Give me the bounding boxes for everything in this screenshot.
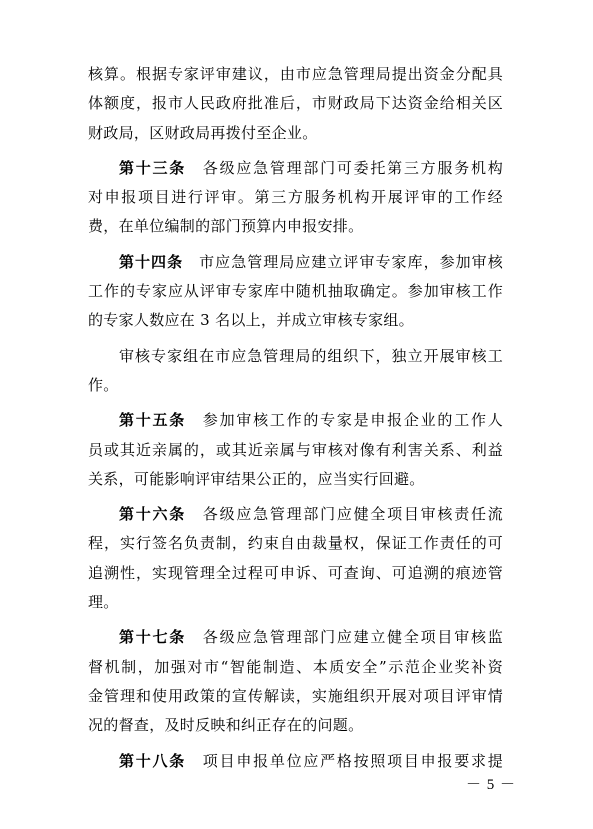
article-heading-line <box>88 623 503 652</box>
line-text: 市应急管理局应建立评审专家库，参加审核 <box>183 252 503 271</box>
text-line <box>88 529 503 558</box>
line-text: 况的督查，及时反映和纠正存在的问题。 <box>88 716 364 735</box>
article-heading-line <box>88 500 503 529</box>
text-line <box>88 183 503 212</box>
line-text: 督机制，加强对市“智能制造、本质安全”示范企业奖补资 <box>88 657 503 676</box>
article-heading-line <box>88 747 503 776</box>
line-text: 核算。根据专家评审建议，由市应急管理局提出资金分配具 <box>88 65 503 83</box>
line-text: 作。 <box>88 375 119 394</box>
article-number: 第十六条 <box>119 505 187 524</box>
line-text: 项目申报单位应严格按照项目申报要求提 <box>186 751 504 770</box>
line-text: 体额度，报市人民政府批准后，市财政局下达资金给相关区 <box>88 94 503 113</box>
text-line <box>88 682 503 711</box>
line-text: 费，在单位编制的部门预算内申报安排。 <box>88 217 364 236</box>
line-text: 工作的专家应从评审专家库中随机抽取确定。参加审核工作 <box>88 282 503 301</box>
line-text: 参加审核工作的专家是申报企业的工作人 <box>186 411 504 430</box>
article-number: 第十八条 <box>119 751 187 770</box>
text-line <box>88 588 503 617</box>
line-text: 员或其近亲属的，或其近亲属与审核对像有利害关系、利益 <box>88 440 503 459</box>
line-text: 的专家人数应在 3 名以上，并成立审核专家组。 <box>88 311 414 330</box>
line-text: 理。 <box>88 593 119 612</box>
line-text: 各级应急管理部门应健全项目审核责任流 <box>186 505 504 524</box>
article-heading-line <box>88 406 503 435</box>
document-body <box>88 60 503 776</box>
line-text: 追溯性，实现管理全过程可申诉、可查询、可追溯的痕迹管 <box>88 563 503 582</box>
line-text: 审核专家组在市应急管理局的组织下，独立开展审核工 <box>119 346 503 365</box>
article-heading-line <box>88 248 503 277</box>
line-text: 金管理和使用政策的宣传解读，实施组织开展对项目评审情 <box>88 686 503 705</box>
text-line <box>88 277 503 306</box>
text-line <box>88 306 503 335</box>
article-number: 第十五条 <box>119 411 187 430</box>
line-text: 对申报项目进行评审。第三方服务机构开展评审的工作经 <box>88 188 503 207</box>
text-line <box>88 119 503 148</box>
article-number: 第十四条 <box>119 252 184 271</box>
text-line <box>88 653 503 682</box>
line-text: 各级应急管理部门可委托第三方服务机构 <box>186 158 504 177</box>
page-number: － 5 － <box>466 777 517 793</box>
text-line <box>88 60 503 89</box>
text-line <box>88 465 503 494</box>
text-line <box>88 436 503 465</box>
line-text: 程，实行签名负责制，约束自由裁量权，保证工作责任的可 <box>88 534 503 553</box>
text-line <box>88 89 503 118</box>
line-text: 各级应急管理部门应建立健全项目审核监 <box>186 628 504 647</box>
text-line <box>88 342 503 371</box>
article-heading-line <box>88 154 503 183</box>
text-line <box>88 711 503 740</box>
text-line <box>88 559 503 588</box>
article-number: 第十三条 <box>119 158 187 177</box>
text-line <box>88 212 503 241</box>
line-text: 关系，可能影响评审结果公正的，应当实行回避。 <box>88 469 425 488</box>
article-number: 第十七条 <box>119 628 187 647</box>
line-text: 财政局，区财政局再拨付至企业。 <box>88 123 318 142</box>
text-line <box>88 371 503 400</box>
